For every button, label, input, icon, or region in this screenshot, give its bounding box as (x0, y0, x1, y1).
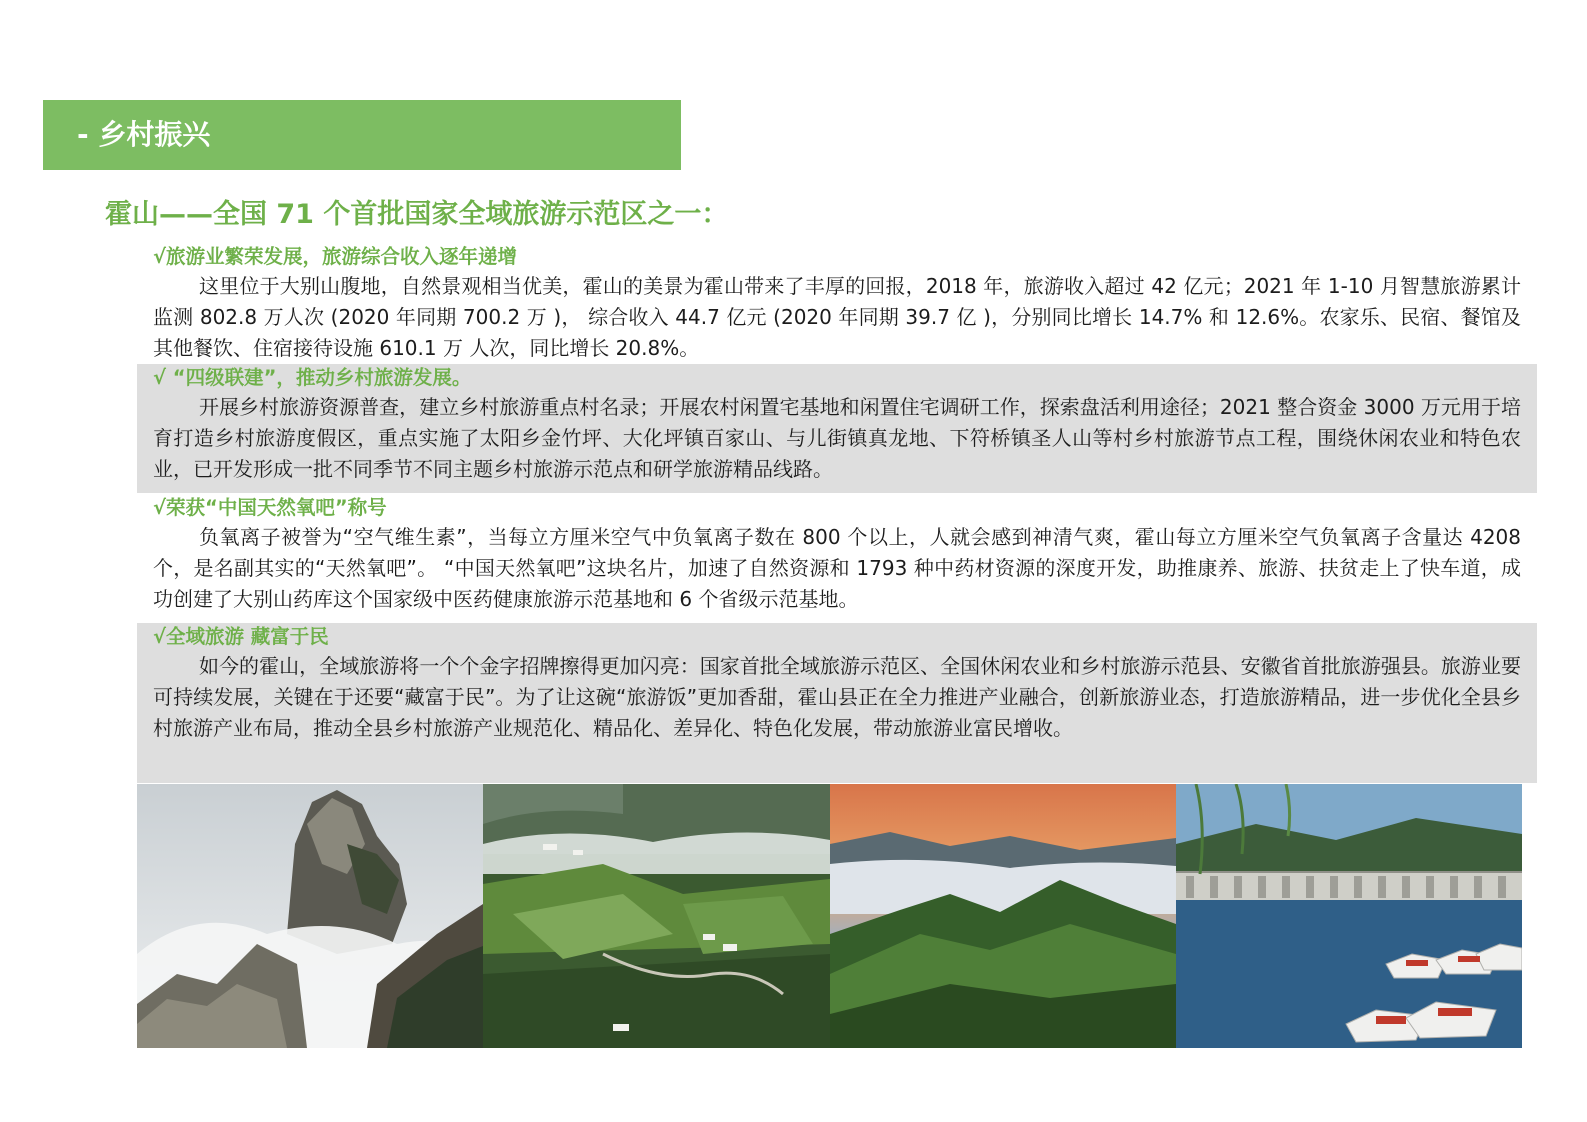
section-body: 如今的霍山，全域旅游将一个个金字招牌擦得更加闪亮：国家首批全域旅游示范区、全国休闲农业和乡村旅游示范县、安徽省首批旅游强县。旅游业要可持续发展，关键在于还要“藏富于民”。为了让这碗“旅游饭”更加香甜，霍山县正在全力推进产业融合，创新旅游业态，打造旅游精品，进一步优化全县乡村旅游产业布局，推动全县乡村旅游产业规范化、精品化、差异化、特色化发展，带动旅游业富民增收。 (153, 654, 1521, 740)
misty-mountain-peak-photo (137, 784, 483, 1048)
section-all-area-tourism (137, 623, 1537, 783)
section-title: √ “四级联建”，推动乡村旅游发展。 (153, 366, 472, 389)
section-oxygen-bar (137, 494, 1537, 615)
aerial-village-farmland-photo (483, 784, 830, 1048)
section-body: 开展乡村旅游资源普查，建立乡村旅游重点村名录；开展农村闲置宅基地和闲置住宅调研工作，探索盘活利用途径；2021 整合资金 3000 万元用于培育打造乡村旅游度假区，重点实施了太阳乡金竹坪、大化坪镇百家山、与儿街镇真龙地、下符桥镇圣人山等村乡村旅游节点工程，围绕休闲农业和特色农业，已开发形成一批不同季节不同主题乡村旅游示范点和研学旅游精品线路。 (153, 395, 1521, 481)
banner-title: - 乡村振兴 (77, 118, 211, 151)
section-banner (43, 100, 681, 170)
section-body: 负氧离子被誉为“空气维生素”，当每立方厘米空气中负氧离子数在 800 个以上，人就会感到神清气爽，霍山每立方厘米空气负氧离子含量达 4208 个，是名副其实的“天然氧吧”。 “中国天然氧吧”这块名片，加速了自然资源和 1793 种中药材资源的深度开发，助推康养、旅游、扶贫走上了快车道，成功创建了大别山药库这个国家级中医药健康旅游示范基地和 6 个省级示范基地。 (153, 525, 1521, 611)
section-title: √旅游业繁荣发展，旅游综合收入逐年递增 (153, 245, 518, 268)
reservoir-dam-boats-photo (1176, 784, 1522, 1048)
section-tourism-growth (137, 243, 1537, 364)
photo-strip (137, 784, 1544, 1048)
sunset-sea-of-clouds-photo (830, 784, 1176, 1048)
section-title: √荣获“中国天然氧吧”称号 (153, 496, 387, 519)
section-body: 这里位于大别山腹地，自然景观相当优美，霍山的美景为霍山带来了丰厚的回报，2018 年，旅游收入超过 42 亿元；2021 年 1-10 月智慧旅游累计监测 802.8 万人次 (2020 年同期 700.2 万 )， 综合收入 44.7 亿元 (2020 年同期 39.7 亿 )，分别同比增长 14.7% 和 12.6%。农家乐、民宿、餐馆及其他餐饮、住宿接待设施 610.1 万 人次，同比增长 20.8%。 (153, 274, 1521, 360)
section-title: √全域旅游 藏富于民 (153, 625, 329, 648)
section-four-level (137, 364, 1537, 493)
page-heading: 霍山——全国 71 个首批国家全域旅游示范区之一： (105, 199, 729, 230)
